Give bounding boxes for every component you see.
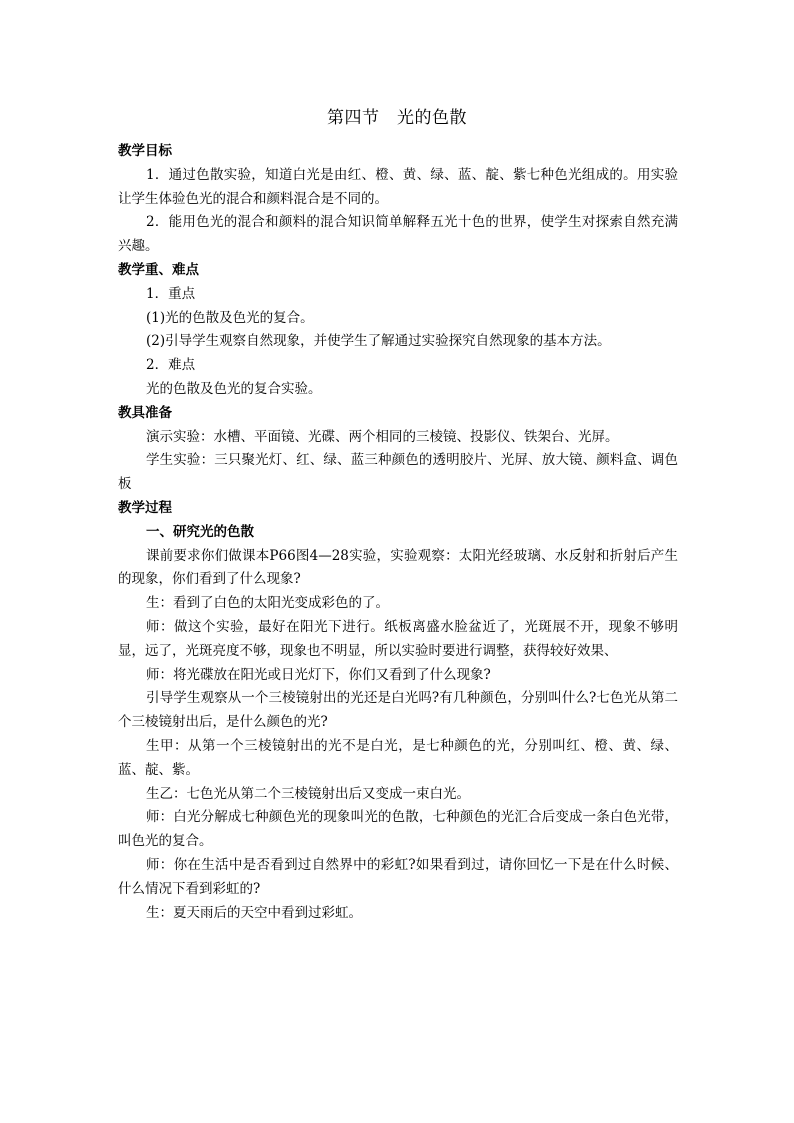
section-heading-process: 教学过程	[118, 499, 172, 516]
section-heading-keypoints: 教学重、难点	[118, 261, 199, 278]
process-paragraph-6: 生甲：从第一个三棱镜射出的光不是白光，是七种颜色的光，分别叫红、橙、黄、绿、蓝、靛、紫。	[118, 737, 678, 778]
goals-paragraph-2: 2．能用色光的混合和颜料的混合知识简单解释五光十色的世界，使学生对探索自然充满兴趣。	[118, 214, 678, 255]
materials-student: 学生实验：三只聚光灯、红、绿、蓝三种颜色的透明胶片、光屏、放大镜、颜料盒、调色板	[118, 452, 678, 493]
process-paragraph-5: 引导学生观察从一个三棱镜射出的光还是白光吗?有几种颜色，分别叫什么?七色光从第二个三棱镜射出后，是什么颜色的光?	[118, 690, 678, 731]
keypoints-item-2: 2．难点	[146, 357, 196, 374]
process-paragraph-7: 生乙：七色光从第二个三棱镜射出后又变成一束白光。	[146, 785, 470, 802]
process-paragraph-1: 课前要求你们做课本P66图4—28实验，实验观察：太阳光经玻璃、水反射和折射后产生的现象，你们看到了什么现象?	[118, 547, 678, 588]
keypoints-item-1b: (2)引导学生观察自然现象，并使学生了解通过实验探究自然现象的基本方法。	[146, 333, 611, 350]
page-title: 第四节 光的色散	[327, 108, 467, 128]
process-paragraph-9: 师：你在生活中是否看到过自然界中的彩虹?如果看到过，请你回忆一下是在什么时候、什么情况下看到彩虹的?	[118, 856, 678, 897]
keypoints-item-2a: 光的色散及色光的复合实验。	[146, 380, 322, 397]
keypoints-item-1a: (1)光的色散及色光的复合。	[146, 309, 314, 326]
process-subheading-1: 一、研究光的色散	[146, 523, 254, 540]
section-heading-goals: 教学目标	[118, 143, 172, 159]
document-body	[118, 140, 678, 925]
goals-paragraph-1: 1．通过色散实验，知道白光是由红、橙、黄、绿、蓝、靛、紫七种色光组成的。用实验让学生体验色光的混合和颜料混合是不同的。	[118, 166, 678, 207]
process-paragraph-3: 师：做这个实验，最好在阳光下进行。纸板离盛水脸盆近了，光斑展不开，现象不够明显，远了，光斑亮度不够，现象也不明显，所以实验时要进行调整，获得较好效果、	[118, 618, 678, 659]
materials-demo: 演示实验：水槽、平面镜、光碟、两个相同的三棱镜、投影仪、铁架台、光屏。	[146, 428, 619, 445]
process-paragraph-8: 师：白光分解成七种颜色光的现象叫光的色散，七种颜色的光汇合后变成一条白色光带，叫色光的复合。	[118, 809, 678, 850]
process-paragraph-4: 师：将光碟放在阳光或日光灯下，你们又看到了什么现象?	[146, 666, 491, 683]
section-heading-materials: 教具准备	[118, 404, 172, 421]
process-paragraph-2: 生：看到了白色的太阳光变成彩色的了。	[146, 595, 389, 612]
process-paragraph-10: 生：夏天雨后的天空中看到过彩虹。	[146, 904, 362, 921]
keypoints-item-1: 1．重点	[146, 285, 196, 302]
